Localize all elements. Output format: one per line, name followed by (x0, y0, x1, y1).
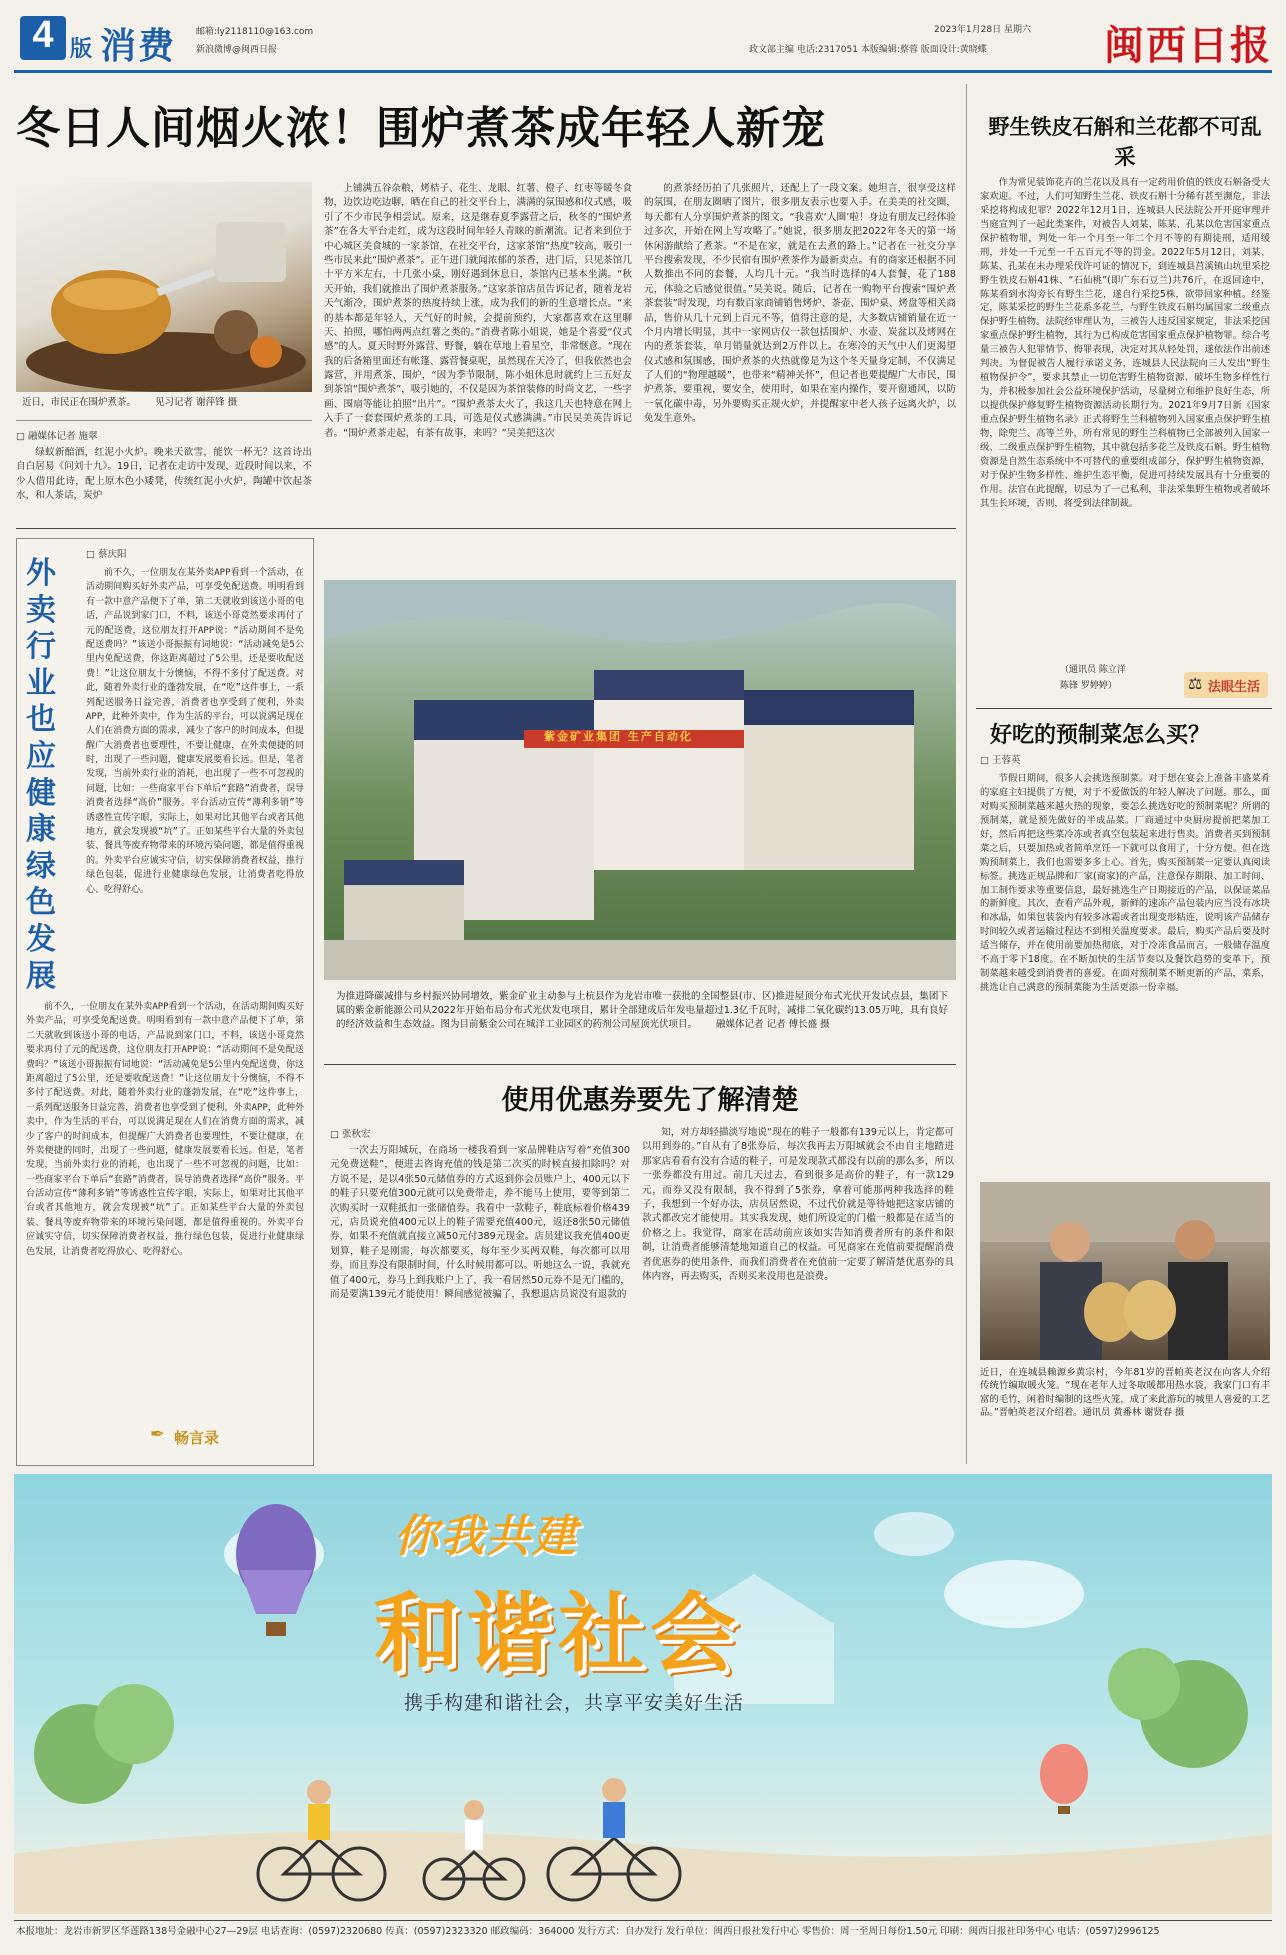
orchid-headline (980, 112, 1270, 173)
main-bottom-rule (16, 528, 956, 529)
orchid-credit-2: 陈锋 罗婷婷） (1060, 681, 1117, 691)
page-suffix: 版 (70, 37, 93, 62)
harmony-banner (14, 1474, 1272, 1914)
solar-caption (336, 990, 948, 1031)
elders-caption-text: 近日，在连城县赖源乡黄宗村，今年81岁的晋帕英老汉在向客人介绍传统竹编取暖火笼。“现在老年人过冬取暖都用热水袋，我家门口有丰富的毛竹，闲着时编制的这些火笼，成了来此游玩的城里人喜爱的工艺品。”晋帕英老汉介绍着。通讯员 黄番林 谢贤春 摄 (980, 1367, 1270, 1419)
right-column-divider (966, 84, 967, 1464)
coupon-headline: 使用优惠券要先了解清楚 (501, 1085, 799, 1116)
header-rule (14, 70, 1272, 73)
main-col3-text: 的煮茶经历拍了几张照片，还配上了一段文案。她坦言，很享受这样的氛围，在朋友圈晒了图片，很多朋友表示也要入手。在美美的社交圈，每天都有人分享围炉煮茶的图文。“我喜欢‘人圈’啦！身边有朋友已经体验过多次，开始在网上写攻略了。”她说，很多朋友把2022年冬天的第一场休闲游献给了煮茶。“不是在家，就是在去煮的路上。”记者在一社交分享平台搜索发现，不少民宿有围炉煮茶作为最新卖点。有的商家还根据不同人数推出不同的套餐，人均几十元。“我当时选择的4人套餐，花了188元，体验之后感觉很值。”吴美说。随后，记者在一购物平台搜索“围炉煮茶套装”时发现，均有数百家商铺销售烤炉、茶壶、围炉桌、烤盘等相关商品，售价从几十元到上百元不等，值得注意的是，大多数店铺销量在近一个月内增长明显，其中一家网店仅一款包括围炉、水壶、炭盆以及烤网在内的煮茶套装，单月销量就达到2万件以上。在寒冷的天气中人们更渴望仪式感和氛围感，围炉煮茶的火热就像是为这个冬天量身定制，不仅满足了人们的“物理越暖”，也带来“精神关怀”，但记者也要提醒广大市民，围炉煮茶，要重视，要安全，使用时，如果在室内操作，要开窗通风，以防一氧化碳中毒，另外要购买正规火炉，并提醒家中老人孩子远离火炉，以免发生意外。 (644, 183, 956, 425)
section-title: 消费 (100, 26, 177, 67)
dishes-byline: □ 王蓉英 (980, 755, 1021, 766)
solar-caption-credit: 融媒体记者 记者 傅长盛 摄 (716, 1018, 830, 1030)
orchid-body (980, 176, 1270, 688)
footer-rule (14, 1920, 1272, 1921)
elders-photo (980, 1182, 1270, 1360)
paper-logo: 闽西日报 (1104, 22, 1272, 69)
takeaway-body-text: 前不久，一位朋友在某外卖APP看到一个活动，在活动期间购买好外卖产品，可享受免配送费。明明看到有一款中意产品便下了单，第二天就收到该送小哥的电话，产品说到家门口，不料，该送小哥竟然要求再付了元的配送费，这位朋友打开APP说：“活动期间不是免配送费吗？”该送小哥振振有词地说：“活动减免是5公里内免配送费，你这距离超过了5公里，还是要收配送费！”让这位朋友十分懊恼，不得不多付了配送费。对此，随着外卖行业的蓬勃发展，在“吃”这件事上，一系列配送服务日益完善，消费者也享受到了便利，外卖APP，此种外卖中，作为生活的平台，可以说满足现在人们在消费方面的需求，减少了客户的时间成本，但提醒广大消费者也要理性，不要让健康，在外卖便捷的同时，出现了一些问题，健康发展要看长远。但是，笔者发现，当前外卖行业的消耗，也出现了一些不可忽视的问题，比如：一些商家平台下单后“套路”消费者，误导消费者选择“高价”服务。平台活动宣传“薄利多销”等诱惑性宣传字眼，实际上，如果对比其他平台或者其他地方，就会发现被“坑”了。正如某些平台大量的外卖包装、餐具等废弃物带来的环境污染问题，都是值得重视的。外卖平台应诚实守信，切实保障消费者权益，推行绿色包装，促进行业健康绿色发展，让消费者吃得放心、吃得舒心。 (86, 568, 304, 895)
coupon-top-rule (324, 1064, 956, 1065)
opinion-column-label: 畅言录 (174, 1429, 220, 1447)
takeaway-byline: □ 蔡庆阳 (86, 549, 127, 560)
elders-illustration (980, 1182, 1270, 1360)
footer-info: 本报地址：龙岩市新罗区华莲路138号金融中心27—29层 电话查询：(0597)2320680 传真：(0597)2323320 邮政编码：364000 发行方式：自办发行 发行单位：闽西日报社发行中心 零售价：周一至周日每份1.50元 印刷：闽西日报社印务中心 电话：(0597)2996125 (16, 1926, 1160, 1937)
coupon-col1-text: 一次去万阳城玩，在商场一楼我看到一家品牌鞋店写着“充值300元免费送鞋”，便进去咨询充值的钱是第二次买的时候直接扣除吗？对方说不是，是以4张50元储值券的方式返到你会员账户上，400元以下的鞋子只要充值300元就可以免费带走，养不能马上使用，要等到第二次购买时一双鞋抵扣一张储值券。我看中一款鞋子，鞋底标着价格439元，店员说充值400元以上的鞋子需要充值400元，返还8张50元储值券，如果不充值就直接立减50元付389元现金。店员建议我充值400更划算，鞋子是刚需，每次都要买，每年至少买两双鞋，每次都可以用券，而且券没有限制时间，什么时候用都可以。听她这么一说，我就充值了400元，券马上到我账户上了，我一看居然50元券不是无门槛的，而是要满139元才能使用！瞬间感觉被骗了，我想退店员说没有退款的 (330, 1145, 630, 1300)
main-col2-text: 上铺满五谷杂粮，烤桔子、花生、龙眼、红薯、橙子、红枣等暖冬食物，边饮边吃边聊，晒在自己的社交平台上，满满的氛围感和仪式感，吸引了不少市民争相尝试。原来，这是继春夏季露营之后，秋冬的“围炉煮茶”在各大平台走红，成为这段时间年轻人青睐的新潮流。记者来到位于中心城区美食城的一家茶馆，在社交平台，这家茶馆“热度”较高，吸引一些市民来此“围炉煮茶”。正午进门就闻浓郁的茶香，进门后，只见茶馆几十平方米左右，十几张小桌，刚好遇到休息日，茶馆内已基本坐满。“秋天开始，我们就推出了围炉煮茶服务。”这家茶馆店员告诉记者，随着龙岩天气渐冷，围炉煮茶的热度持续上涨，成为我们的新的生意增长点。“来的基本都是年轻人，天气好的时候，会提前预约，大家都喜欢在这里聊天、拍照，哪怕两两点红薯之类的。”消费者陈小姐说，她是个喜爱“仪式感”的人。夏天时野外露营、野餐，躺在草地上看星空，非常惬意。“现在我的后备箱里面还有帐篷、露营餐桌呢，虽然现在天冷了，但我依然也会露营，并用煮茶、围炉，“因为季节限制，陈小姐休息时就约上三五好友到茶馆“围炉煮茶”，吸引她的，不仅是因为茶馆装修的时尚文艺，一些字画、围扇等能让拍照“出片”。“围炉煮茶太火了，我这几天也特意在网上入手了一套套围炉煮茶的工具，可选是仪式感满满。”市民吴美英告诉记者。“围炉煮茶走起，有茶有故事，来吗？”吴美把这次 (324, 183, 632, 439)
wechat: 新浪微博@闽西日报 (196, 45, 278, 55)
tea-illustration (16, 182, 312, 392)
tea-caption-text: 近日，市民正在围炉煮茶。 (22, 397, 137, 408)
dishes-body-text: 节假日期间，很多人会挑选预制菜。对于想在宴会上准备丰盛菜肴的家庭主妇提供了方便，对于不爱做饭的年轻人解决了问题。那么，面对购买预制菜越来越火热的现象，要怎么挑选好吃的预制菜呢？所谓的预制菜，就是预先做好的半成品菜。厂商通过中央厨房提前把菜加工好，然后再把这些菜冷冻或者真空包装起来进行售卖。消费者买到预制菜之后，只要加热或者简单烹饪一下就可以食用了，十分方便。但在选购预制菜上，我们也需要多多上心。首先，购买预制菜一定要认真阅读标签。挑选正规品牌和厂家(商家)的产品，注意保存期限、加工时间、加工制作要求等重要信息，最好挑选生产日期接近的产品，以保证菜品的新鲜度。其次，查看产品外观，新鲜的速冻产品包装内应当没有冰块和冰晶，如果包装袋内有较多冰霜或者出现变形粘连，说明该产品储存时间较久或者运输过程达不到相关温度要求。最后，购买产品后要及时适当储存，并在使用前要加热彻底，对于冷冻食品而言，一般储存温度不高于零下18度。在不断加快的生活节奏以及餐饮趋势的变革下，预制菜越来越受到消费者的喜爱。在面对预制菜不断更新的产品，菜系，挑选让自己满意的预制菜能为生活更添一份幸福。 (980, 773, 1270, 994)
law-column-label: 法眼生活 (1208, 680, 1261, 695)
pen-icon: ✒ (150, 1424, 166, 1445)
banner-title-big: 和谐社会 (374, 1583, 742, 1684)
tea-caption-credit: 见习记者 谢萍锋 摄 (155, 397, 238, 408)
coupon-col1 (330, 1144, 630, 1460)
editor-info: 政文部主编 电话:2317051 本版编辑:蔡蓉 版面设计:黄晓蝶 (749, 45, 987, 55)
main-lead-text: 绿蚁新醅酒，红泥小火炉。晚来天欲雪，能饮一杯无？这首诗出自白居易《问刘十九》。19日，记者在走访中发现，近段时间以来，不少人借用此诗，配上原木色小矮凳，传统红泥小火炉，陶罐中饮起茶水，和人茶话，炭炉 (16, 447, 312, 502)
coupon-byline: □ 张秋宏 (330, 1129, 371, 1140)
page-number: 4 (32, 14, 54, 56)
issue-date: 2023年1月28日 星期六 (934, 25, 1031, 35)
dishes-body (980, 772, 1270, 1176)
solar-factory-photo (324, 580, 956, 980)
banner-slogan: 携手构建和谐社会，共享平安美好生活 (404, 1692, 745, 1714)
dishes-headline: 好吃的预制菜怎么买？ (990, 722, 1211, 748)
banner-title-small: 你我共建 (394, 1511, 578, 1562)
takeaway-headline-text: 外卖行业也应健康绿色发展 (26, 556, 56, 994)
gavel-icon: ⚖ (1188, 674, 1203, 693)
factory-banner: 紫金矿业集团 生产自动化 (544, 730, 693, 743)
tea-photo-caption (22, 396, 312, 410)
orchid-bottom-rule (976, 708, 1272, 709)
main-col2 (324, 182, 632, 520)
masthead (14, 12, 1272, 70)
takeaway-body-narrow (86, 566, 304, 996)
coupon-col2-text: 知，对方却轻描淡写地说“现在的鞋子一般都有139元以上，肯定都可以用到券的。”自从有了8张券后，每次我再去万阳城就会不由自主地踏进那家店看看有没有合适的鞋子，可是发现款式都没有以前的那么多，所以一张券都没有用过。前几天过去，看到很多是高价的鞋子，有一款129元，而券又没有限制，我不得到了5张券，拿着可能那两种我选择的鞋子，我想到一个好办法，店员居然说，不过代价就是等待她把这家店铺的款式都改完才能使用。其实我发现，她们所设定的门槛一般都是在适当的价格之上。我觉得，商家在活动前应该如实告知消费者所有的条件和限制，让消费者能够清楚地知道自己的权益。可见商家在充值前要提醒消费者优惠券的使用条件，而我们消费者在充值前一定要了解清楚优惠券的具体内容，再去购买，否则买来没用也是浪费。 (642, 1127, 954, 1282)
law-column-tag (1184, 672, 1268, 698)
main-col3 (644, 182, 956, 520)
orchid-headline-text: 野生铁皮石斛和兰花都不可乱采 (988, 114, 1262, 170)
coupon-col2 (642, 1126, 954, 1460)
tea-photo (16, 182, 312, 392)
solar-caption-text: 为推进降碳减排与乡村振兴协同增效，紫金矿业主动参与上杭县作为龙岩市唯一获批的全国整县(市、区)推进屋顶分布式光伏开发试点县，集团下属的紫金新能源公司从2022年开始布局分布式光伏发电项目，累计全部建成后年发电量超过1.3亿千瓦时，减排二氧化碳约13.05万吨，具有良好的经济效益和生态效益。图为目前紫金公司在城洋工业园区的药剂公司屋顶光伏项目。 (336, 991, 948, 1030)
takeaway-body-wide (26, 1000, 304, 1420)
opinion-column-tag (150, 1424, 250, 1450)
photo-bottom-rule (16, 420, 312, 421)
solar-factory-illustration (324, 580, 956, 980)
takeaway-headline (26, 556, 66, 995)
orchid-credit-1: （通讯员 陈立洋 (1060, 665, 1126, 675)
takeaway-body-text-cont: 前不久，一位朋友在某外卖APP看到一个活动，在活动期间购买好外卖产品，可享受免配送费。明明看到有一款中意产品便下了单，第二天就收到该送小哥的电话，产品说到家门口，不料，该送小哥竟然要求再付了元的配送费，这位朋友打开APP说：“活动期间不是免配送费吗？”该送小哥振振有词地说：“活动减免是5公里内免配送费，你这距离超过了5公里，还是要收配送费！”让这位朋友十分懊恼，不得不多付了配送费。对此，随着外卖行业的蓬勃发展，在“吃”这件事上，一系列配送服务日益完善，消费者也享受到了便利，外卖APP，此种外卖中，作为生活的平台，可以说满足现在人们在消费方面的需求，减少了客户的时间成本，但提醒广大消费者也要理性，不要让健康，在外卖便捷的同时，出现了一些问题，健康发展要看长远。但是，笔者发现，当前外卖行业的消耗，也出现了一些不可忽视的问题，比如：一些商家平台下单后“套路”消费者，误导消费者选择“高价”服务。平台活动宣传“薄利多销”等诱惑性宣传字眼，实际上，如果对比其他平台或者其他地方，就会发现被“坑”了。正如某些平台大量的外卖包装、餐具等废弃物带来的环境污染问题，都是值得重视的。外卖平台应诚实守信，切实保障消费者权益，推行绿色包装，促进行业健康绿色发展，让消费者吃得放心、吃得舒心。 (26, 1002, 304, 1257)
orchid-body-text: 作为常见装饰花卉的兰花以及具有一定药用价值的铁皮石斛备受大家欢迎。不过，人们可知野生兰花、铁皮石斛十分稀有甚至濒危，非法采挖将构成犯罪？2022年12月1日，连城县人民法院公开开庭审理并当庭宣判了一起此类案件，对被告人刘某、陈某、孔某以危害国家重点保护植物罪，判处一年一个月至一年二个月不等的有期徒刑，适用缓刑，并处一千元至一千五百元不等的罚金。2022年5月12日，刘某、陈某、孔某在未办理采伐许可证的情况下，到连城县莒溪镇山坑里采挖野生铁皮石斛41株、“石仙桃”(即广东石豆兰)共76斤，在返回途中，陈某看到水沟旁长有野生兰花，遂自行采挖5株，欲带回家种植。经鉴定，陈某采挖的野生兰花系多花兰，与野生铁皮石斛均属国家二级重点保护野生植物。法院经审理认为，三被告人违反国家规定，非法采挖国家重点保护野生植物，其行为已构成危害国家重点保护植物罪。综合考量三被告人犯罪情节、悔罪表现，决定对其从轻处罚，遂依法作出前述判决。为督促被告人履行承诺义务，连城县人民法院向三人发出“野生植物保护令”，要求其禁止一切危害野生植物资源、破坏生物多样性行为，并积极参加社会公益环境保护活动，尽量树立和维护良好生态，所以提供保护修复野生植物资源活动长期行为。2021年9月7日新《国家重点保护野生植物名录》正式将野生兰科植物列入国家重点保护野生植物，除兜兰、高等兰外，所有常见的野生兰科植物已全部被列入国家一级、二级重点保护野生植物，其中就包括多花兰及铁皮石斛。野生植物资源是自然生态系统中不可替代的重要组成部分，保护野生植物资源，对于保护生物多样性、维护生态平衡，促进可持续发展具有十分重要的作用。法官在此提醒，切忌为了一己私利，非法采集野生植物或者破坏其生长环境，否则，将受到法律制裁。 (980, 177, 1270, 509)
main-headline: 冬日人间烟火浓！围炉煮茶成年轻人新宠 (16, 103, 826, 154)
elders-caption (980, 1366, 1270, 1420)
email: 邮箱:ly2118110@163.com (196, 27, 314, 37)
main-lead (16, 446, 312, 522)
main-byline: □ 融媒体记者 施翠 (16, 431, 98, 442)
